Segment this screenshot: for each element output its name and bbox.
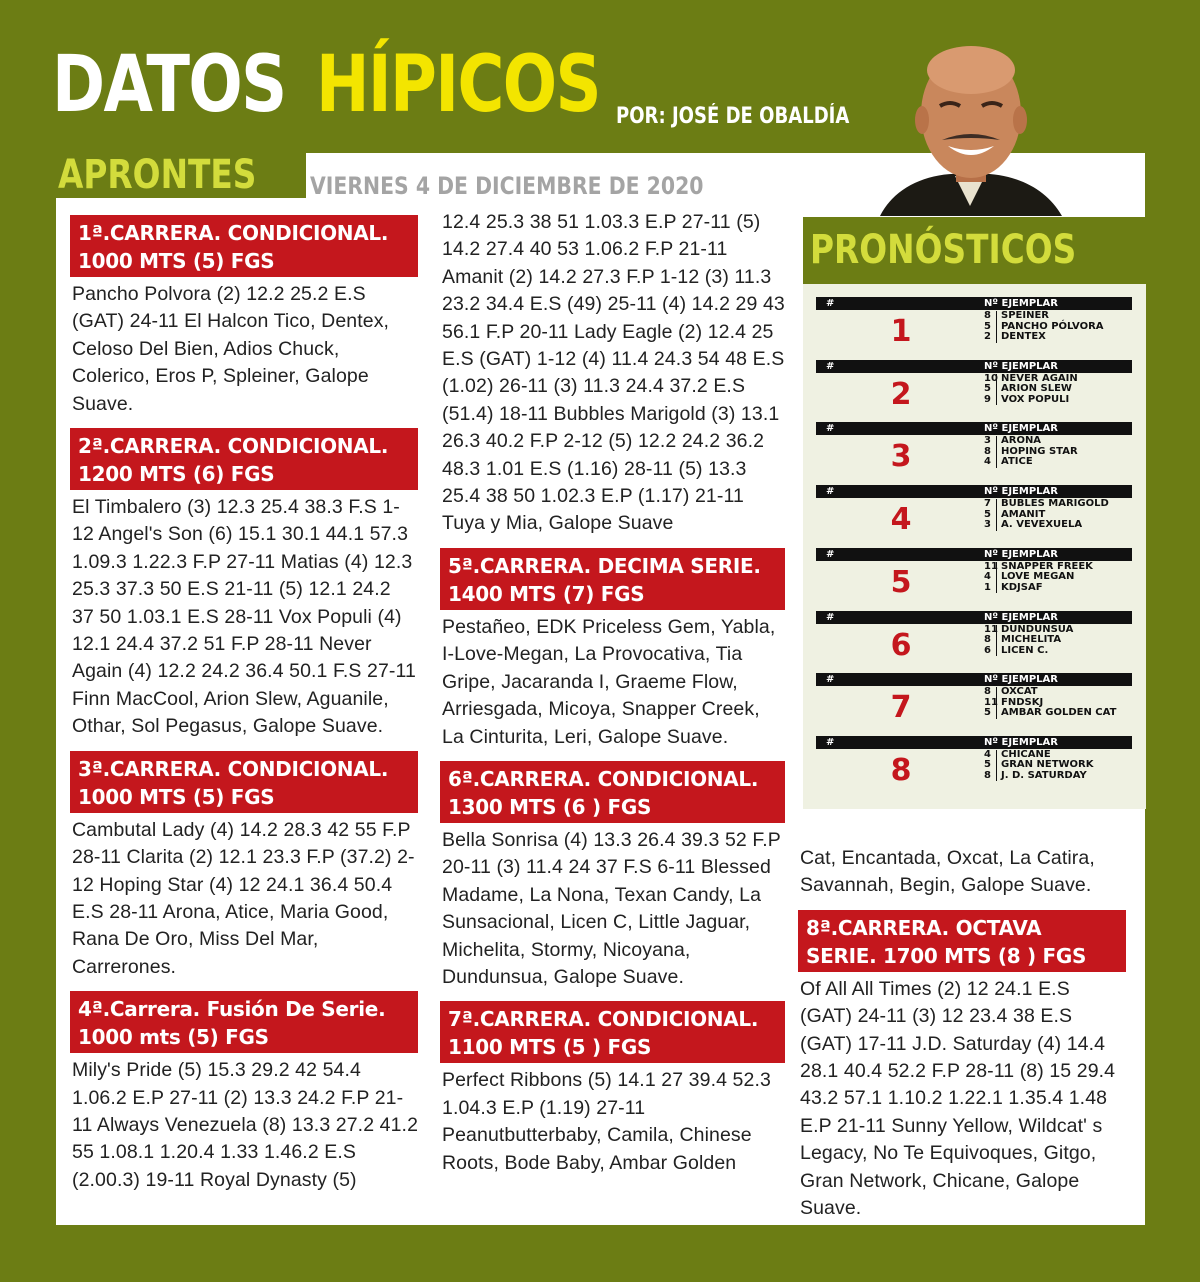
pick-row <box>984 583 1093 594</box>
pick-horse: CHICANE <box>1001 748 1051 760</box>
race-3 <box>70 751 418 981</box>
column-1 <box>70 215 418 1204</box>
pick-number: 8 <box>984 771 997 782</box>
pick-horse: ARONA <box>1001 435 1042 447</box>
pick-number: 3 <box>984 436 997 447</box>
pick-horse: GRAN NETWORK <box>1001 759 1094 771</box>
pronostico-race-5 <box>816 548 1132 604</box>
column-hash-label: # <box>826 423 835 435</box>
pick-list <box>984 625 1073 657</box>
pick-row <box>984 646 1073 657</box>
pronostico-race-6 <box>816 611 1132 667</box>
race-text: Pancho Polvora (2) 12.2 25.2 E.S (GAT) 24-11 El Halcon Tico, Dentex, Celoso Del Bien, Adios Chuck, Colerico, Eros P, Spleiner, Galope Suave. <box>72 283 390 415</box>
pick-row <box>984 771 1094 782</box>
race-number: 5 <box>890 564 912 600</box>
race-heading: 5ª.CARRERA. DECIMA SERIE. 1400 MTS (7) FGS <box>440 548 785 610</box>
section-title: APRONTES <box>58 152 257 198</box>
pick-horse: ATICE <box>1001 456 1033 468</box>
race-number: 4 <box>890 502 912 538</box>
column-ejemplar-label: Nº EJEMPLAR <box>984 486 1058 498</box>
race-text: Cambutal Lady (4) 14.2 28.3 42 55 F.P 28-11 Clarita (2) 12.1 23.3 F.P (37.2) 2-12 Hoping Star (4) 12 24.1 36.4 50.4 E.S 28-11 Arona, Atice, Maria Good, Rana De Oro, Miss Del Mar, Carrerones. <box>72 818 415 978</box>
pronostico-race-7 <box>816 673 1132 729</box>
pick-number: 11 <box>984 623 998 635</box>
pick-list <box>984 562 1093 594</box>
pronostico-header-bar <box>816 673 1132 686</box>
pick-horse: KDJSAF <box>1001 581 1043 593</box>
pick-number: 8 <box>984 687 997 698</box>
pick-horse: LOVE MEGAN <box>1001 571 1075 583</box>
pronostico-header-bar <box>816 611 1132 624</box>
column-hash-label: # <box>826 548 835 560</box>
pronostico-race-8 <box>816 736 1132 792</box>
race-heading: 6ª.CARRERA. CONDICIONAL. 1300 MTS (6 ) FGS <box>440 761 785 823</box>
pick-horse: MICHELITA <box>1001 634 1062 645</box>
race-7 <box>440 1001 785 1177</box>
pronosticos-title: PRONÓSTICOS <box>810 227 1077 273</box>
column-hash-label: # <box>826 486 835 498</box>
pick-number: 6 <box>984 646 997 657</box>
pick-list <box>984 311 1104 343</box>
race-8 <box>798 910 1126 1223</box>
pick-number: 1 <box>984 583 997 594</box>
pick-horse: BUBLES MARIGOLD <box>1001 498 1109 510</box>
pronostico-race-4 <box>816 485 1132 541</box>
pronostico-header-bar <box>816 422 1132 435</box>
pick-number: 8 <box>984 447 997 458</box>
race-7-continued: Cat, Encantada, Oxcat, La Catira, Savannah, Begin, Galope Suave. <box>800 847 1095 897</box>
date-line: VIERNES 4 DE DICIEMBRE DE 2020 <box>310 172 704 200</box>
race-heading: 2ª.CARRERA. CONDICIONAL. 1200 MTS (6) FGS <box>70 428 418 490</box>
column-3 <box>798 845 1126 1232</box>
pick-horse: HOPING STAR <box>1001 445 1078 457</box>
pronostico-header-bar <box>816 297 1132 310</box>
race-heading: 1ª.CARRERA. CONDICIONAL. 1000 MTS (5) FGS <box>70 215 418 277</box>
race-text: Mily's Pride (5) 15.3 29.2 42 54.4 1.06.2 E.P 27-11 (2) 13.3 24.2 F.P 21-11 Always Venezuela (8) 13.3 27.2 41.2 55 1.08.1 1.20.4 1.33 1.46.2 E.S (2.00.3) 19-11 Royal Dynasty (5) <box>72 1059 419 1191</box>
pick-number: 2 <box>984 332 997 343</box>
race-number: 1 <box>890 314 912 349</box>
pronostico-header-bar <box>816 736 1132 749</box>
column-ejemplar-label: Nº EJEMPLAR <box>984 548 1058 560</box>
pick-horse: J. D. SATURDAY <box>1001 769 1087 781</box>
race-4-continued: 12.4 25.3 38 51 1.03.3 E.P 27-11 (5) 14.2 27.4 40 53 1.06.2 F.P 21-11 Amanit (2) 14.2 27.3 F.P 1-12 (3) 11.3 23.2 34.4 E.S (49) 25-11 (4) 14.2 29 43 56.1 F.P 20-11 Lady Eagle (2) 12.4 25 E.S (GAT) 1-12 (4) 11.4 24.3 54 48 E.S (1.02) 26-11 (3) 11.3 24.4 37.2 E.S (51.4) 18-11 Bubbles Marigold (3) 13.1 26.3 40.2 F.P 2-12 (5) 12.2 24.2 36.2 48.3 1.01 E.S (1.16) 28-11 (5) 13.3 25.4 38 50 1.02.3 E.P (1.17) 21-11 Tuya y Mia, Galope Suave <box>442 211 785 535</box>
pick-list <box>984 436 1078 468</box>
column-2 <box>440 209 785 1187</box>
race-1 <box>70 215 418 418</box>
pick-horse: SPEINER <box>1001 310 1049 321</box>
pick-list <box>984 687 1116 719</box>
race-number: 8 <box>890 752 912 788</box>
column-ejemplar-label: Nº EJEMPLAR <box>984 423 1058 435</box>
race-5 <box>440 548 785 751</box>
race-text: Of All All Times (2) 12 24.1 E.S (GAT) 24-11 (3) 12 23.4 38 E.S (GAT) 17-11 J.D. Saturday (4) 14.4 28.1 40.4 52.2 F.P 28-11 (8) 15 29.4 43.2 57.1 1.10.2 1.22.1 1.35.4 1.48 E.P 21-11 Sunny Yellow, Wildcat' s Legacy, No Te Equivoques, Gitgo, Gran Network, Chicane, Galope Suave. <box>800 977 1116 1220</box>
pick-number: 5 <box>984 510 997 521</box>
race-text: Perfect Ribbons (5) 14.1 27 39.4 52.3 1.04.3 E.P (1.19) 27-11 Peanutbutterbaby, Camila, Chinese Roots, Bode Baby, Ambar Golden <box>442 1069 771 1174</box>
race-number: 7 <box>890 690 912 726</box>
pick-number: 4 <box>984 572 997 583</box>
pick-number: 4 <box>984 750 997 761</box>
pick-row <box>984 708 1116 719</box>
pick-list <box>984 374 1078 406</box>
race-number: 6 <box>890 627 912 663</box>
pick-number: 9 <box>984 395 997 406</box>
pronostico-header-bar <box>816 360 1132 373</box>
byline: POR: JOSÉ DE OBALDÍA <box>616 104 850 129</box>
pick-number: 3 <box>984 520 997 531</box>
race-number: 2 <box>890 376 912 412</box>
pick-horse: PANCHO PÓLVORA <box>1001 320 1104 332</box>
race-number: 3 <box>890 439 912 475</box>
column-hash-label: # <box>826 611 835 623</box>
pick-horse: VOX POPULI <box>1001 393 1070 405</box>
pick-number: 5 <box>984 384 997 395</box>
pronostico-header-bar <box>816 485 1132 498</box>
title-hipicos: HÍPICOS <box>316 40 600 130</box>
pronostico-header-bar <box>816 548 1132 561</box>
pick-number: 7 <box>984 499 997 510</box>
pronostico-race-3 <box>816 422 1132 478</box>
pick-horse: LICEN C. <box>1001 644 1049 656</box>
pick-list <box>984 750 1094 782</box>
pick-row <box>984 635 1073 646</box>
pick-number: 8 <box>984 635 997 646</box>
pick-horse: DENTEX <box>1001 331 1046 342</box>
column-ejemplar-label: Nº EJEMPLAR <box>984 611 1058 623</box>
pick-horse: ARION SLEW <box>1001 383 1072 395</box>
column-ejemplar-label: Nº EJEMPLAR <box>984 736 1058 748</box>
pick-row <box>984 332 1104 343</box>
pick-number: 8 <box>984 311 997 322</box>
pick-row <box>984 457 1078 468</box>
race-heading: 7ª.CARRERA. CONDICIONAL. 1100 MTS (5 ) FGS <box>440 1001 785 1063</box>
race-text: El Timbalero (3) 12.3 25.4 38.3 F.S 1-12 Angel's Son (6) 15.1 30.1 44.1 57.3 1.09.3 1.22.3 F.P 27-11 Matias (4) 12.3 25.3 37.3 50 E.S 21-11 (5) 12.1 24.2 37 50 1.03.1 E.S 28-11 Vox Populi (4) 12.1 24.4 37.2 51 F.P 28-11 Never Again (4) 12.2 24.2 36.4 50.1 F.S 27-11 Finn MacCool, Arion Slew, Aguanile, Othar, Sol Pegasus, Galope Suave. <box>72 496 416 738</box>
pick-horse: AMANIT <box>1001 508 1046 520</box>
pick-horse: FNDSKJ <box>1001 696 1044 708</box>
pick-number: 11 <box>984 696 998 708</box>
pick-horse: DUNDUNSUA <box>1001 623 1074 635</box>
race-4 <box>70 991 418 1194</box>
column-ejemplar-label: Nº EJEMPLAR <box>984 298 1058 309</box>
race-text: Pestañeo, EDK Priceless Gem, Yabla, I-Love-Megan, La Provocativa, Tia Gripe, Jacaranda I, Graeme Flow, Arriesgada, Micoya, Snapper Creek, La Cinturita, Leri, Galope Suave. <box>442 615 776 748</box>
pick-horse: OXCAT <box>1001 686 1038 698</box>
pick-number: 11 <box>984 560 998 572</box>
pick-number: 10 <box>984 372 998 384</box>
pick-horse: NEVER AGAIN <box>1001 372 1078 384</box>
title-datos: DATOS <box>52 40 286 130</box>
pick-row <box>984 395 1078 406</box>
pick-horse: AMBAR GOLDEN CAT <box>1001 707 1117 719</box>
column-hash-label: # <box>826 736 835 748</box>
pronostico-race-2 <box>816 360 1132 416</box>
race-text: Bella Sonrisa (4) 13.3 26.4 39.3 52 F.P 20-11 (3) 11.4 24 37 F.S 6-11 Blessed Madame, La Nona, Texan Candy, La Sunsacional, Licen C, Little Jaguar, Michelita, Stormy, Nicoyana, Dundunsua, Galope Suave. <box>442 828 781 988</box>
race-heading: 8ª.CARRERA. OCTAVA SERIE. 1700 MTS (8 ) FGS <box>798 910 1126 972</box>
pick-number: 5 <box>984 708 997 719</box>
column-hash-label: # <box>826 674 835 686</box>
author-photo <box>870 36 1070 216</box>
column-hash-label: # <box>826 298 835 309</box>
pick-list <box>984 499 1109 531</box>
race-2 <box>70 428 418 741</box>
pick-row <box>984 520 1109 531</box>
column-ejemplar-label: Nº EJEMPLAR <box>984 674 1058 686</box>
pick-horse: A. VEVEXUELA <box>1001 519 1083 531</box>
column-hash-label: # <box>826 360 835 372</box>
race-heading: 3ª.CARRERA. CONDICIONAL. 1000 MTS (5) FGS <box>70 751 418 813</box>
pick-number: 5 <box>984 322 997 333</box>
race-heading: 4ª.Carrera. Fusión De Serie. 1000 mts (5) FGS <box>70 991 418 1053</box>
pronostico-race-1 <box>816 297 1132 353</box>
pick-number: 5 <box>984 760 997 771</box>
column-ejemplar-label: Nº EJEMPLAR <box>984 360 1058 372</box>
pick-row <box>984 311 1104 322</box>
pick-number: 4 <box>984 457 997 468</box>
pick-horse: SNAPPER FREEK <box>1001 560 1093 572</box>
race-6 <box>440 761 785 991</box>
